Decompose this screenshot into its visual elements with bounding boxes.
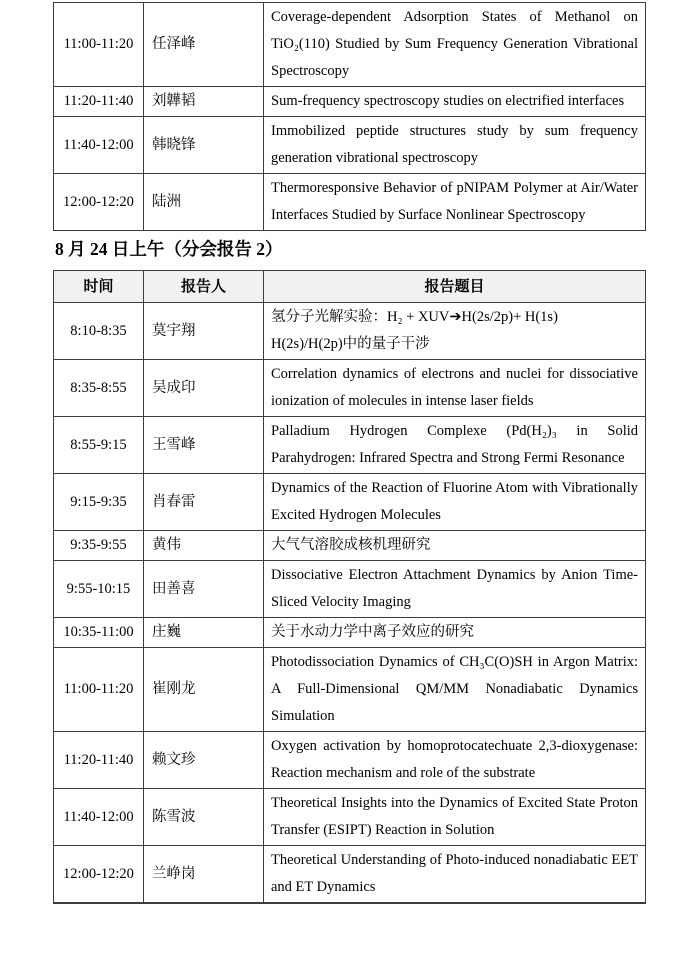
speaker-cell: 陈雪波 bbox=[144, 789, 264, 846]
time-cell: 8:10-8:35 bbox=[54, 303, 144, 360]
time-cell: 11:40-12:00 bbox=[54, 117, 144, 174]
title-cell: Palladium Hydrogen Complexe (Pd(H₂)₃ in Solid Parahydrogen: Infrared Spectra and Strong Fermi Resonance bbox=[264, 417, 646, 474]
title-cell: 氢分子光解实验：H₂ + XUV➔H(2s/2p)+ H(1s) H(2s)/H(2p)中的量子干涉 bbox=[264, 303, 646, 360]
speaker-cell: 吴成印 bbox=[144, 360, 264, 417]
schedule-row bbox=[54, 648, 646, 732]
time-cell: 8:55-9:15 bbox=[54, 417, 144, 474]
schedule-row bbox=[54, 531, 646, 561]
schedule-row bbox=[54, 3, 646, 87]
speaker-cell: 肖春雷 bbox=[144, 474, 264, 531]
header-title: 报告题目 bbox=[264, 271, 646, 303]
time-cell: 9:55-10:15 bbox=[54, 561, 144, 618]
schedule-row bbox=[54, 474, 646, 531]
title-cell: Correlation dynamics of electrons and nuclei for dissociative ionization of molecules in intense laser fields bbox=[264, 360, 646, 417]
speaker-cell: 任泽峰 bbox=[144, 3, 264, 87]
speaker-cell: 刘韡韬 bbox=[144, 87, 264, 117]
time-cell: 11:20-11:40 bbox=[54, 87, 144, 117]
schedule-row bbox=[54, 87, 646, 117]
time-cell: 10:35-11:00 bbox=[54, 618, 144, 648]
title-cell: Theoretical Understanding of Photo-induced nonadiabatic EET and ET Dynamics bbox=[264, 846, 646, 904]
title-cell: Thermoresponsive Behavior of pNIPAM Polymer at Air/Water Interfaces Studied by Surface Nonlinear Spectroscopy bbox=[264, 174, 646, 231]
time-cell: 11:00-11:20 bbox=[54, 648, 144, 732]
title-cell: Theoretical Insights into the Dynamics of Excited State Proton Transfer (ESIPT) Reaction in Solution bbox=[264, 789, 646, 846]
speaker-cell: 王雪峰 bbox=[144, 417, 264, 474]
time-cell: 12:00-12:20 bbox=[54, 846, 144, 904]
schedule-table-session2 bbox=[53, 270, 646, 904]
title-cell: Photodissociation Dynamics of CH₃C(O)SH in Argon Matrix: A Full-Dimensional QM/MM Nonadiabatic Dynamics Simulation bbox=[264, 648, 646, 732]
table-header-row bbox=[54, 271, 646, 303]
schedule-row bbox=[54, 117, 646, 174]
section-heading: 8 月 24 日上午（分会报告 2） bbox=[55, 239, 283, 259]
header-time: 时间 bbox=[54, 271, 144, 303]
title-cell: Oxygen activation by homoprotocatechuate 2,3-dioxygenase: Reaction mechanism and role of the substrate bbox=[264, 732, 646, 789]
speaker-cell: 莫宇翔 bbox=[144, 303, 264, 360]
speaker-cell: 陆洲 bbox=[144, 174, 264, 231]
time-cell: 11:40-12:00 bbox=[54, 789, 144, 846]
title-cell: Dissociative Electron Attachment Dynamics by Anion Time-Sliced Velocity Imaging bbox=[264, 561, 646, 618]
schedule-row bbox=[54, 618, 646, 648]
title-cell: Dynamics of the Reaction of Fluorine Atom with Vibrationally Excited Hydrogen Molecules bbox=[264, 474, 646, 531]
time-cell: 11:20-11:40 bbox=[54, 732, 144, 789]
header-speaker: 报告人 bbox=[144, 271, 264, 303]
speaker-cell: 兰峥岗 bbox=[144, 846, 264, 904]
schedule-row bbox=[54, 174, 646, 231]
speaker-cell: 崔刚龙 bbox=[144, 648, 264, 732]
schedule-row bbox=[54, 417, 646, 474]
schedule-row bbox=[54, 561, 646, 618]
session2-rows bbox=[54, 303, 646, 904]
session1-rows bbox=[54, 3, 646, 231]
schedule-row bbox=[54, 789, 646, 846]
schedule-row bbox=[54, 846, 646, 904]
schedule-table-session1 bbox=[53, 2, 646, 231]
speaker-cell: 庄巍 bbox=[144, 618, 264, 648]
time-cell: 11:00-11:20 bbox=[54, 3, 144, 87]
speaker-cell: 赖文珍 bbox=[144, 732, 264, 789]
speaker-cell: 韩晓锋 bbox=[144, 117, 264, 174]
speaker-cell: 田善喜 bbox=[144, 561, 264, 618]
schedule-row bbox=[54, 732, 646, 789]
speaker-cell: 黄伟 bbox=[144, 531, 264, 561]
title-cell: 关于水动力学中离子效应的研究 bbox=[264, 618, 646, 648]
title-cell: Immobilized peptide structures study by sum frequency generation vibrational spectroscopy bbox=[264, 117, 646, 174]
time-cell: 8:35-8:55 bbox=[54, 360, 144, 417]
time-cell: 12:00-12:20 bbox=[54, 174, 144, 231]
time-cell: 9:35-9:55 bbox=[54, 531, 144, 561]
time-cell: 9:15-9:35 bbox=[54, 474, 144, 531]
schedule-row bbox=[54, 360, 646, 417]
schedule-row bbox=[54, 303, 646, 360]
title-cell: 大气气溶胶成核机理研究 bbox=[264, 531, 646, 561]
title-cell: Coverage-dependent Adsorption States of Methanol on TiO₂(110) Studied by Sum Frequency Generation Vibrational Spectroscopy bbox=[264, 3, 646, 87]
title-cell: Sum-frequency spectroscopy studies on electrified interfaces bbox=[264, 87, 646, 117]
